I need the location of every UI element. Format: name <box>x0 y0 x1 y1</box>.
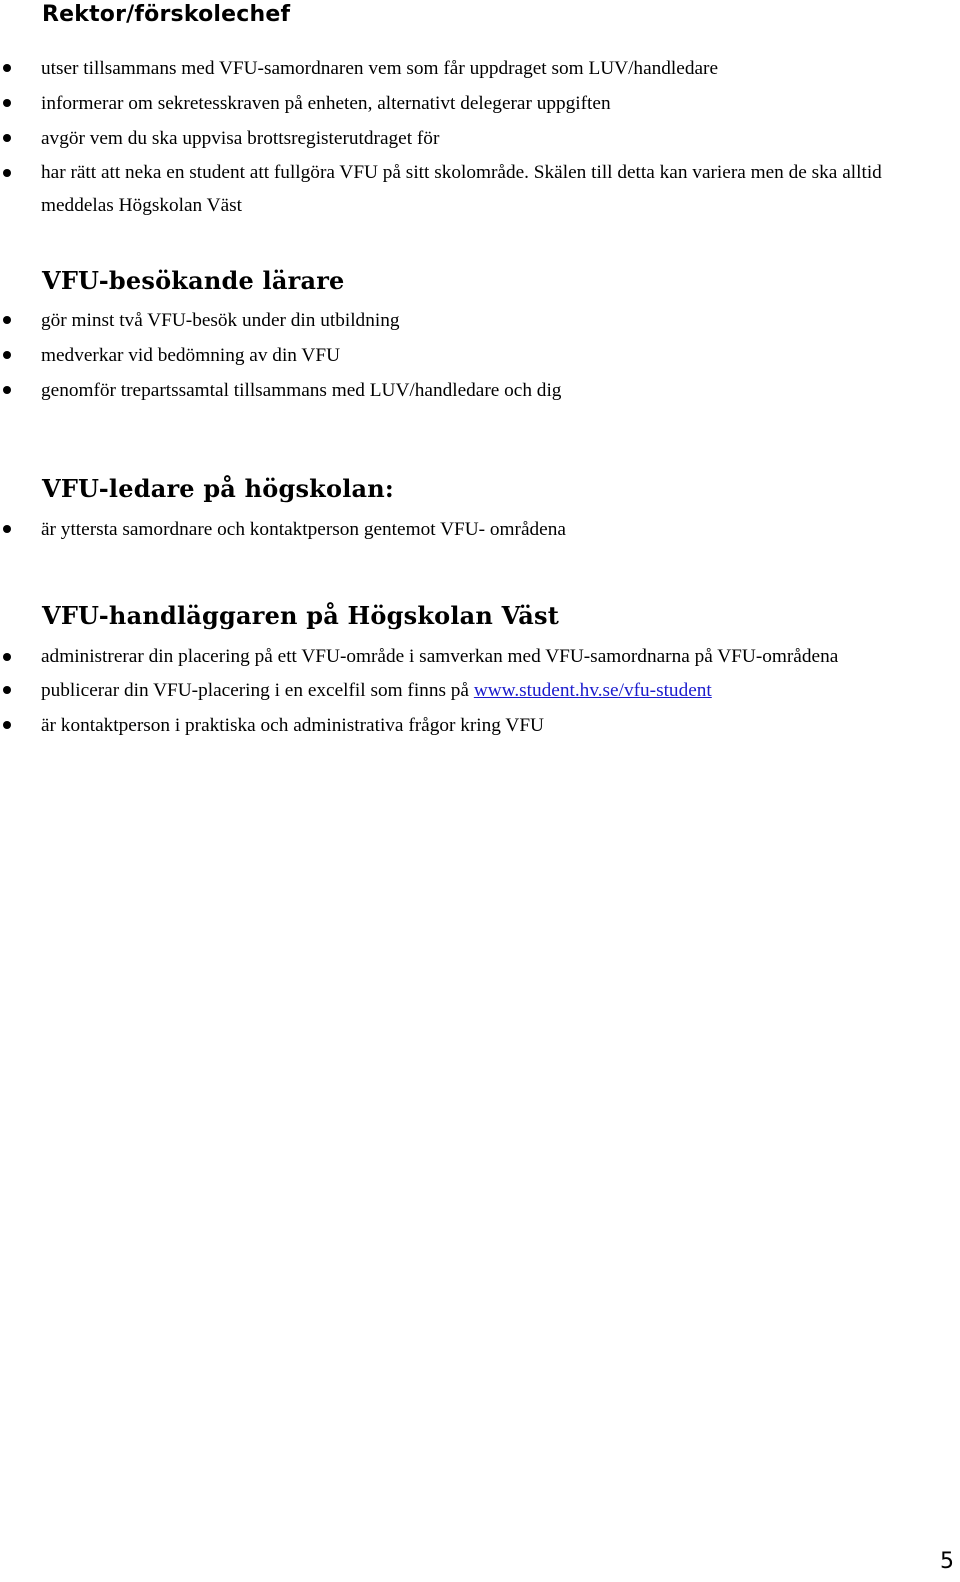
section-heading: Rektor/förskolechef <box>42 2 291 27</box>
list-item: utser tillsammans med VFU-samordnaren vem som får uppdraget som LUV/handledare <box>0 51 960 86</box>
page-number: 5 <box>940 1549 954 1574</box>
section-heading: VFU-ledare på högskolan: <box>42 474 394 503</box>
vfu-student-link[interactable]: www.student.hv.se/vfu-student <box>473 680 712 701</box>
list-item: har rätt att neka en student att fullgöra VFU på sitt skolområde. Skälen till detta kan variera men de ska alltid meddelas Högskolan Väst <box>0 156 960 222</box>
section-heading: VFU-handläggaren på Högskolan Väst <box>42 601 559 630</box>
bullet-list <box>0 640 960 743</box>
list-item <box>0 673 960 708</box>
section-vfu-besokande <box>0 266 960 408</box>
section-vfu-ledare <box>0 474 960 547</box>
list-item: är kontaktperson i praktiska och administrativa frågor kring VFU <box>0 708 960 743</box>
list-item: gör minst två VFU-besök under din utbildning <box>0 303 960 338</box>
list-item: informerar om sekretesskraven på enheten, alternativt delegerar uppgiften <box>0 86 960 121</box>
bullet-list <box>0 51 960 222</box>
list-item: är yttersta samordnare och kontaktperson gentemot VFU- områdena <box>0 512 960 547</box>
section-heading: VFU-besökande lärare <box>42 266 345 295</box>
bullet-list <box>0 303 960 408</box>
list-item: genomför trepartssamtal tillsammans med LUV/handledare och dig <box>0 373 960 408</box>
list-item: administrerar din placering på ett VFU-område i samverkan med VFU-samordnarna på VFU-områdena <box>0 640 960 673</box>
section-vfu-handlaggaren <box>0 601 960 743</box>
section-rektor <box>0 0 960 222</box>
list-item: avgör vem du ska uppvisa brottsregisterutdraget för <box>0 121 960 156</box>
list-item: medverkar vid bedömning av din VFU <box>0 338 960 373</box>
list-item-text: publicerar din VFU-placering i en excelfil som finns på <box>41 680 469 701</box>
bullet-list <box>0 512 960 547</box>
